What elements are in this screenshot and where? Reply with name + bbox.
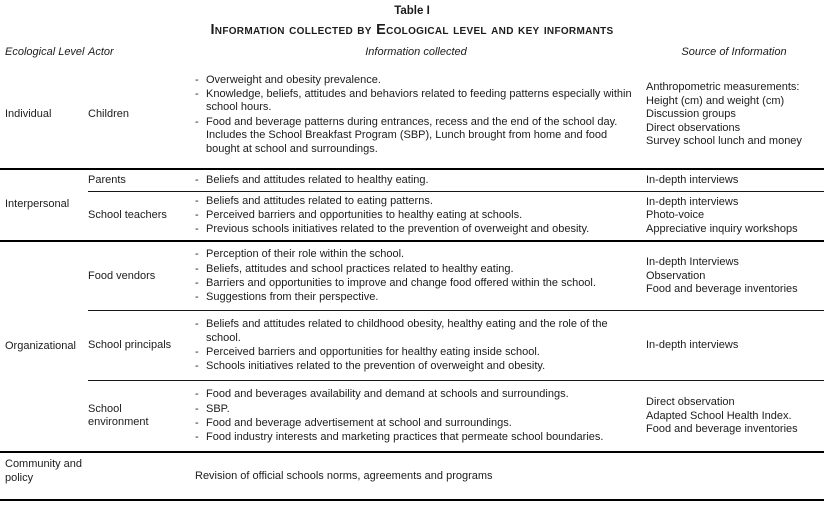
- bullet-dash: -: [195, 195, 199, 208]
- info-cell: [188, 385, 644, 448]
- bullet-dash: -: [195, 209, 199, 222]
- info-cell: [188, 245, 644, 308]
- bullet-dash: -: [195, 430, 199, 443]
- actor-cell: [88, 403, 188, 430]
- bullet-dash: -: [195, 402, 199, 415]
- source-item: In-depth interviews: [646, 173, 739, 186]
- bullet-dash: -: [195, 276, 199, 289]
- ecological-level-label: Interpersonal: [5, 198, 70, 211]
- info-item: - Food and beverage patterns during entrances, recess and the end of the school day. Includes the School Breakfast Program (SBP), Lunch brought from home and food bought at school and surroundings.: [195, 115, 618, 155]
- section-interpersonal: [0, 170, 824, 242]
- info-item: - Perception of their role within the school.: [195, 248, 405, 261]
- table-row: [88, 453, 824, 499]
- ecological-level-label: Community and policy: [5, 458, 83, 484]
- source-item: Anthropometric measurements: Height (cm) and weight (cm): [646, 81, 800, 107]
- actor-cell: [88, 174, 188, 188]
- bullet-dash: -: [195, 318, 199, 331]
- bullet-dash: -: [195, 388, 199, 401]
- actor-cell: [88, 108, 188, 122]
- section-rows: [88, 170, 824, 240]
- actor-cell: [88, 270, 188, 284]
- actor-cell: [88, 339, 188, 353]
- source-item: Food and beverage inventories: [646, 423, 798, 436]
- info-item: - Food and beverages availability and demand at schools and surroundings.: [195, 388, 569, 401]
- column-header-ecological-level: Ecological Level: [5, 46, 85, 58]
- source-item: In-depth Interviews: [646, 255, 739, 268]
- bullet-dash: -: [195, 73, 199, 86]
- source-item: Appreciative inquiry workshops: [646, 222, 798, 235]
- ecological-level-label: Organizational: [5, 340, 76, 353]
- info-item: - Beliefs, attitudes and school practices related to healthy eating.: [195, 262, 514, 275]
- ecological-level-cell: [0, 453, 88, 499]
- source-cell: [644, 194, 824, 239]
- ecological-level-cell: [0, 62, 88, 168]
- info-cell: [188, 315, 644, 377]
- source-item: Food and beverage inventories: [646, 283, 798, 296]
- bullet-dash: -: [195, 262, 199, 275]
- bullet-dash: -: [195, 87, 199, 100]
- column-header-source: Source of Information: [681, 46, 787, 58]
- info-item: - Suggestions from their perspective.: [195, 290, 379, 303]
- ecological-level-label: Individual: [5, 108, 52, 121]
- ecological-level-cell: [0, 170, 88, 240]
- table-row: [88, 170, 824, 191]
- actor-label: School teachers: [88, 209, 167, 222]
- source-item: Discussion groups: [646, 108, 736, 121]
- section-individual: [0, 62, 824, 170]
- source-item: Direct observations: [646, 121, 741, 134]
- actor-label: Parents: [88, 173, 126, 186]
- source-item: Direct observation: [646, 395, 735, 408]
- source-item: Photo-voice: [646, 209, 705, 222]
- table-row: [88, 62, 824, 168]
- info-item: - Barriers and opportunities to improve and change food offered within the school.: [195, 276, 596, 289]
- section-rows: [88, 62, 824, 168]
- bullet-dash: -: [195, 290, 199, 303]
- bullet-dash: -: [195, 173, 199, 186]
- info-item: - Food and beverage advertisement at school and surroundings.: [195, 416, 512, 429]
- actor-label: Children: [88, 108, 129, 121]
- table-row: [88, 310, 824, 380]
- column-header-information: Information collected: [365, 46, 467, 58]
- section-rows: [88, 453, 824, 499]
- info-cell: [188, 192, 644, 241]
- actor-label: School environment: [88, 402, 149, 429]
- ecological-level-cell: [0, 242, 88, 451]
- info-item: - Knowledge, beliefs, attitudes and behaviors related to feeding patterns especially within school hours.: [195, 87, 632, 114]
- source-item: In-depth interviews: [646, 339, 739, 352]
- source-item: Survey school lunch and money: [646, 135, 802, 148]
- info-item: - Beliefs and attitudes related to eating patterns.: [195, 195, 433, 208]
- bullet-dash: -: [195, 359, 199, 372]
- source-item: Observation: [646, 269, 706, 282]
- source-item: In-depth interviews: [646, 195, 739, 208]
- info-item: - Food industry interests and marketing practices that permeate school boundaries.: [195, 430, 604, 443]
- source-cell: [644, 172, 824, 190]
- bullet-dash: -: [195, 248, 199, 261]
- table-title: Information collected by Ecological level and key informants: [210, 22, 614, 38]
- table-caption: [0, 4, 824, 39]
- bullet-dash: -: [195, 115, 199, 128]
- info-item: - Overweight and obesity prevalence.: [195, 73, 381, 86]
- actor-label: School principals: [88, 339, 172, 352]
- bullet-dash: -: [195, 345, 199, 358]
- actor-cell: [88, 209, 188, 223]
- source-cell: [644, 79, 824, 151]
- source-item: Adapted School Health Index.: [646, 409, 792, 422]
- table-row: [88, 380, 824, 451]
- source-cell: [644, 394, 824, 439]
- actor-label: Food vendors: [88, 269, 156, 282]
- info-cell: [188, 170, 644, 191]
- section-organizational: [0, 242, 824, 453]
- info-item: - Beliefs and attitudes related to childhood obesity, healthy eating and the role of the school.: [195, 318, 608, 344]
- info-cell: [188, 70, 644, 160]
- source-cell: [644, 474, 824, 478]
- section-community-and-policy: [0, 453, 824, 501]
- info-item: - Schools initiatives related to the prevention of overweight and obesity.: [195, 359, 546, 372]
- info-cell: [188, 467, 644, 487]
- info-item: - SBP.: [195, 402, 230, 415]
- table-row: [88, 191, 824, 241]
- source-cell: [644, 337, 824, 355]
- table-row: [88, 242, 824, 310]
- source-cell: [644, 254, 824, 299]
- info-item: - Beliefs and attitudes related to healthy eating.: [195, 173, 429, 186]
- column-header-actor: Actor: [88, 46, 114, 58]
- table-number: Table I: [394, 5, 430, 17]
- bullet-dash: -: [195, 416, 199, 429]
- info-item: - Previous schools initiatives related to the prevention of overweight and obesity.: [195, 223, 590, 236]
- info-item: - Perceived barriers and opportunities to healthy eating at schools.: [195, 209, 523, 222]
- bullet-dash: -: [195, 223, 199, 236]
- table-header-row: [0, 39, 824, 62]
- info-item: - Perceived barriers and opportunities for healthy eating inside school.: [195, 345, 540, 358]
- section-rows: [88, 242, 824, 451]
- info-item: Revision of official schools norms, agreements and programs: [195, 469, 493, 482]
